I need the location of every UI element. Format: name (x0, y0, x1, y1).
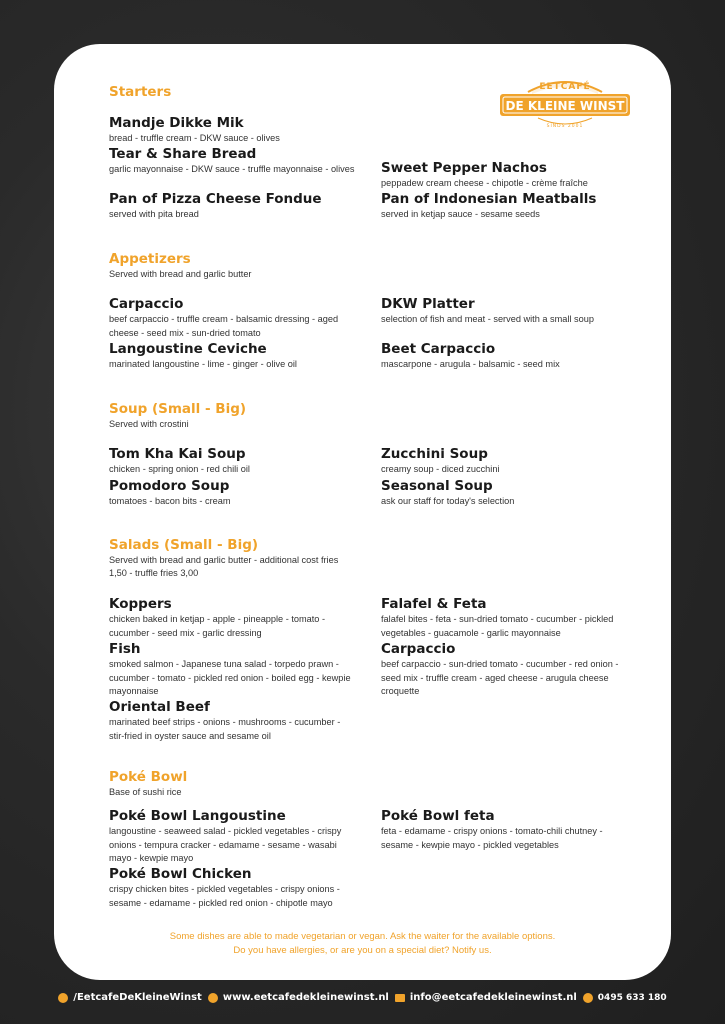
item-desc: peppadew cream cheese - chipotle - crème fraîche (381, 178, 588, 188)
item-name: Sweet Pepper Nachos (381, 160, 547, 176)
item-name: DKW Platter (381, 296, 475, 312)
menu-item (109, 866, 355, 910)
facebook-link[interactable] (58, 992, 202, 1003)
menu-item (109, 191, 355, 222)
dietary-note-line1: Some dishes are able to made vegetarian or vegan. Ask the waiter for the available options. (169, 931, 556, 942)
item-name: Carpaccio (381, 641, 456, 657)
item-name: Oriental Beef (109, 699, 210, 715)
logo-since-text: SINDS 2001 (546, 124, 584, 129)
menu-item (109, 115, 355, 146)
phone-link[interactable] (583, 993, 667, 1003)
item-name: Pan of Indonesian Meatballs (381, 191, 597, 207)
logo-top-text: EETCAFÉ (539, 82, 591, 92)
dietary-note-line2: Do you have allergies, or are you on a special diet? Notify us. (233, 945, 492, 956)
item-desc: feta - edamame - crispy onions - tomato-chili chutney - sesame - kewpie mayo - pickled vegetables (381, 826, 603, 850)
section-subtitle-poke: Base of sushi rice (109, 787, 182, 797)
item-desc: served in ketjap sauce - sesame seeds (381, 209, 540, 219)
facebook-text: /EetcafeDeKleineWinst (73, 992, 202, 1003)
menu-item (109, 446, 355, 477)
menu-item (381, 808, 627, 852)
item-name: Koppers (109, 596, 172, 612)
menu-item (381, 641, 627, 699)
item-desc: mascarpone - arugula - balsamic - seed mix (381, 359, 560, 369)
item-desc: beef carpaccio - sun-dried tomato - cucumber - red onion - seed mix - truffle cream - aged cheese - arugula cheese croquette (381, 659, 619, 696)
item-desc: chicken - spring onion - red chili oil (109, 464, 250, 474)
section-title-starters: Starters (109, 84, 172, 100)
menu-item (109, 641, 355, 699)
item-name: Zucchini Soup (381, 446, 488, 462)
email-text: info@eetcafedekleinewinst.nl (409, 992, 577, 1003)
item-desc: chicken baked in ketjap - apple - pineapple - tomato - cucumber - seed mix - garlic dressing (109, 614, 326, 638)
section-title-poke: Poké Bowl (109, 769, 188, 785)
section-title-salads: Salads (Small - Big) (109, 537, 259, 553)
section-subtitle-appetizers: Served with bread and garlic butter (109, 269, 252, 279)
website-link[interactable] (208, 992, 389, 1003)
item-desc: tomatoes - bacon bits - cream (109, 496, 231, 506)
phone-icon (583, 993, 593, 1003)
item-name: Langoustine Ceviche (109, 341, 267, 357)
item-name: Pomodoro Soup (109, 478, 230, 494)
item-desc: beef carpaccio - truffle cream - balsamic dressing - aged cheese - seed mix - sun-dried tomato (109, 314, 339, 338)
website-text: www.eetcafedekleinewinst.nl (222, 992, 389, 1003)
item-name: Carpaccio (109, 296, 184, 312)
item-desc: selection of fish and meat - served with a small soup (381, 314, 594, 324)
item-name: Tear & Share Bread (109, 146, 257, 162)
item-desc: garlic mayonnaise - DKW sauce - truffle mayonnaise - olives (109, 164, 355, 174)
mail-icon (395, 994, 405, 1002)
phone-text: 0495 633 180 (597, 992, 667, 1003)
item-desc: langoustine - seaweed salad - pickled vegetables - crispy onions - tempura cracker - edamame - sesame - wasabi mayo - kewpie mayo (109, 826, 342, 863)
item-desc: crispy chicken bites - pickled vegetables - crispy onions - sesame - edamame - pickled red onion - chipotle mayo (109, 884, 340, 908)
section-title-appetizers: Appetizers (109, 251, 191, 267)
email-link[interactable] (395, 992, 577, 1003)
item-desc: served with pita bread (109, 209, 199, 219)
section-title-soup: Soup (Small - Big) (109, 401, 247, 417)
item-name: Beet Carpaccio (381, 341, 496, 357)
logo-main-text: DE KLEINE WINST (505, 99, 625, 113)
menu-item (109, 596, 355, 640)
item-desc: ask our staff for today's selection (381, 496, 515, 506)
menu-item (109, 699, 355, 743)
menu-item (381, 596, 627, 640)
menu-item (381, 160, 627, 191)
menu-card (54, 44, 671, 980)
item-name: Falafel & Feta (381, 596, 487, 612)
item-desc: falafel bites - feta - sun-dried tomato - cucumber - pickled vegetables - guacamole - garlic mayonnaise (381, 614, 614, 638)
item-name: Seasonal Soup (381, 478, 493, 494)
item-name: Poké Bowl feta (381, 808, 495, 824)
item-desc: smoked salmon - Japanese tuna salad - torpedo prawn - cucumber - tomato - pickled red onion - boiled egg - kewpie mayonnaise (109, 659, 351, 696)
menu-item (109, 808, 355, 866)
dietary-note (54, 930, 671, 958)
menu-item (109, 341, 355, 372)
menu-item (109, 296, 355, 340)
section-subtitle-salads: Served with bread and garlic butter - additional cost fries 1,50 - truffle fries 3,00 (109, 555, 339, 578)
menu-item (381, 446, 627, 477)
menu-item (381, 478, 627, 509)
globe-icon (208, 993, 218, 1003)
menu-item (381, 296, 627, 327)
item-desc: creamy soup - diced zucchini (381, 464, 500, 474)
eetcafe-logo (498, 70, 632, 132)
facebook-icon (58, 993, 68, 1003)
menu-item (381, 191, 627, 222)
item-desc: marinated langoustine - lime - ginger - olive oil (109, 359, 297, 369)
item-desc: marinated beef strips - onions - mushrooms - cucumber - stir-fried in oyster sauce and sesame oil (109, 717, 341, 741)
item-desc: bread - truffle cream - DKW sauce - olives (109, 133, 280, 143)
section-subtitle-soup: Served with crostini (109, 419, 189, 429)
item-name: Pan of Pizza Cheese Fondue (109, 191, 322, 207)
item-name: Tom Kha Kai Soup (109, 446, 246, 462)
item-name: Mandje Dikke Mik (109, 115, 244, 131)
item-name: Poké Bowl Chicken (109, 866, 252, 882)
item-name: Poké Bowl Langoustine (109, 808, 286, 824)
menu-item (109, 146, 355, 177)
menu-item (109, 478, 355, 509)
contact-footer (0, 992, 725, 1003)
menu-item (381, 341, 627, 372)
item-name: Fish (109, 641, 141, 657)
